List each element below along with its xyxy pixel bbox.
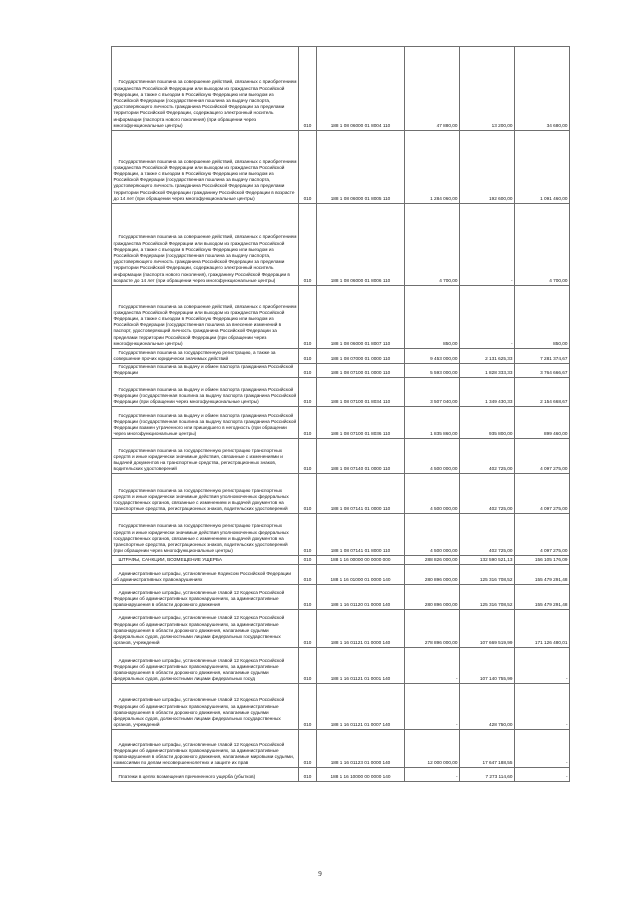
row-remaining-cell-text: - (565, 676, 568, 682)
row-code-cell (299, 730, 317, 768)
row-remaining-cell (515, 407, 570, 439)
row-remaining-cell (515, 730, 570, 768)
row-name-cell-text: Государственная пошлина за выдачу и обмен паспорта гражданина Российской Федерации (государственная пошлина за выдачу паспорта гражданина Российской Федерации (при обращении через многофункциональные центры) (113, 386, 297, 405)
row-approved-cell-text: 9 453 000,00 (430, 355, 458, 361)
row-executed-cell-text: 428 750,00 (489, 722, 513, 728)
row-approved-cell-text: 278 896 000,00 (424, 640, 458, 646)
row-approved-cell-text: 5 593 000,00 (430, 370, 458, 376)
table-row (112, 768, 570, 782)
row-name-cell-text: Платежи в целях возмещения причиненного ущерба (убытков) (118, 774, 256, 780)
row-remaining-cell-text: 7 281 374,67 (540, 355, 568, 361)
row-kbk-cell-text: 188 1 16 01120 01 0000 140 (330, 602, 391, 608)
row-remaining-cell-text: 4 700,00 (549, 277, 568, 283)
row-remaining-cell (515, 556, 570, 565)
row-executed-cell (460, 349, 515, 364)
row-executed-cell-text: 107 140 755,99 (479, 676, 513, 682)
row-name-cell (112, 730, 299, 768)
row-name-cell (112, 474, 299, 514)
row-name-cell (112, 585, 299, 610)
row-name-cell (112, 439, 299, 474)
row-kbk-cell (317, 131, 405, 204)
row-approved-cell (405, 286, 460, 349)
row-code-cell-text: 010 (303, 506, 312, 512)
row-code-cell (299, 585, 317, 610)
row-code-cell-text: 010 (303, 640, 312, 646)
table-row (112, 439, 570, 474)
row-executed-cell (460, 474, 515, 514)
row-code-cell (299, 47, 317, 131)
row-approved-cell (405, 768, 460, 782)
row-executed-cell-text: 1 828 333,33 (485, 370, 513, 376)
row-executed-cell (460, 585, 515, 610)
row-remaining-cell-text: 4 097 275,00 (540, 506, 568, 512)
row-kbk-cell-text: 188 1 16 10000 00 0000 140 (330, 774, 391, 780)
row-name-cell (112, 648, 299, 684)
row-executed-cell (460, 684, 515, 730)
row-name-cell (112, 610, 299, 648)
row-remaining-cell (515, 204, 570, 286)
row-name-cell (112, 204, 299, 286)
row-code-cell (299, 768, 317, 782)
row-code-cell-text: 010 (303, 370, 312, 376)
row-name-cell-text: Административные штрафы, установленные главой 12 Кодекса Российской Федерации об административных правонарушениях, за административные правонарушения в области дорожного движения (113, 589, 285, 608)
row-remaining-cell-text: - (565, 722, 568, 728)
row-kbk-cell (317, 730, 405, 768)
row-kbk-cell (317, 565, 405, 585)
row-name-cell-text: Административные штрафы, установленные главой 12 Кодекса Российской Федерации об административных правонарушениях, за административные правонарушения в области дорожного движения, налагаемые судьями федеральных судов, должностными лицами федеральных государственных органов, учреждений (113, 697, 285, 728)
row-code-cell (299, 474, 317, 514)
table-row (112, 684, 570, 730)
row-code-cell-text: 010 (303, 602, 312, 608)
table-row (112, 47, 570, 131)
row-executed-cell-text: 125 316 708,52 (479, 577, 513, 583)
row-approved-cell-text: 280 896 000,00 (424, 602, 458, 608)
row-kbk-cell (317, 349, 405, 364)
row-code-cell-text: 010 (303, 355, 312, 361)
row-remaining-cell (515, 474, 570, 514)
row-code-cell-text: 010 (303, 399, 312, 405)
table-row (112, 204, 570, 286)
table-row (112, 648, 570, 684)
revenue-table-body (112, 47, 570, 782)
row-approved-cell-text: 1 284 060,00 (430, 195, 458, 201)
row-code-cell-text: 010 (303, 122, 312, 128)
row-approved-cell (405, 349, 460, 364)
row-name-cell-text: Административные штрафы, установленные главой 12 Кодекса Российской Федерации об административных правонарушениях, за административные правонарушения в области дорожного движения, налагаемые мировыми судьями, комиссиями по делам несовершеннолетних и защите их прав (113, 741, 295, 766)
row-kbk-cell-text: 188 1 16 01123 01 0000 140 (330, 760, 391, 766)
row-name-cell-text: Государственная пошлина за совершение действий, связанных с приобретением гражданства Российской Федерации или выходом из гражданства Российской Федерации, а также с въездом в Российскую Федерацию или выездом из Российской Федерации (государственная пошлина за выдачу паспорта, удостоверяющего личность гражданина Российской Федерации за пределами территории Российской Федерации гражданину Российской Федерации в возрасте до 14 лет (при обращении через многофункциональные центры) (113, 158, 297, 201)
row-code-cell (299, 610, 317, 648)
row-approved-cell-text: 4 500 000,00 (430, 506, 458, 512)
row-remaining-cell (515, 364, 570, 378)
row-approved-cell (405, 204, 460, 286)
row-kbk-cell (317, 556, 405, 565)
row-approved-cell (405, 131, 460, 204)
row-approved-cell (405, 556, 460, 565)
row-remaining-cell-text: 3 764 666,67 (540, 370, 568, 376)
row-code-cell-text: 010 (303, 760, 312, 766)
row-name-cell-text: Государственная пошлина за государственную регистрацию, а также за совершение прочих юридически значимых действий (113, 349, 276, 361)
row-remaining-cell (515, 378, 570, 407)
row-executed-cell-text: 7 273 114,60 (485, 774, 513, 780)
row-approved-cell (405, 474, 460, 514)
row-code-cell-text: 010 (303, 466, 312, 472)
row-code-cell (299, 131, 317, 204)
row-code-cell (299, 204, 317, 286)
row-name-cell-text: Государственная пошлина за совершение действий, связанных с приобретением гражданства Российской Федерации или выходом из гражданства Российской Федерации, а также с въездом в Российскую Федерацию или выездом из Российской Федерации (государственная пошлина за выдачу паспорта, удостоверяющего личность гражданина Российской Федерации за пределами территории Российской Федерации, содержащего электронный носитель информации (паспорта нового поколения) (при обращении через многофункциональные центры) (113, 79, 297, 128)
row-approved-cell (405, 585, 460, 610)
row-code-cell-text: 010 (303, 774, 312, 780)
row-executed-cell (460, 648, 515, 684)
row-code-cell (299, 349, 317, 364)
table-row (112, 131, 570, 204)
row-remaining-cell-text: 4 097 275,00 (540, 548, 568, 554)
row-code-cell (299, 407, 317, 439)
row-executed-cell-text: 132 590 521,13 (479, 557, 513, 563)
row-name-cell-text: Административные штрафы, установленные главой 12 Кодекса Российской Федерации об административных правонарушениях, за административные правонарушения в области дорожного движения, налагаемые судьями федеральных судов, должностными лицами федеральных госуд (113, 657, 285, 682)
row-kbk-cell (317, 648, 405, 684)
row-kbk-cell (317, 474, 405, 514)
row-code-cell (299, 565, 317, 585)
row-name-cell (112, 131, 299, 204)
row-approved-cell (405, 684, 460, 730)
row-executed-cell-text: 935 800,00 (489, 431, 513, 437)
row-executed-cell-text: 402 725,00 (489, 466, 513, 472)
row-kbk-cell-text: 188 1 08 06000 01 8006 110 (330, 277, 391, 283)
page-number: 9 (318, 870, 322, 878)
row-kbk-cell-text: 188 1 08 06000 01 8005 110 (330, 195, 391, 201)
row-name-cell (112, 556, 299, 565)
row-kbk-cell-text: 188 1 08 07100 01 8036 110 (330, 431, 391, 437)
row-remaining-cell-text: 155 479 291,48 (534, 602, 568, 608)
row-executed-cell (460, 378, 515, 407)
row-approved-cell (405, 407, 460, 439)
row-code-cell (299, 286, 317, 349)
row-code-cell-text: 010 (303, 722, 312, 728)
row-kbk-cell (317, 407, 405, 439)
row-approved-cell-text: 4 500 000,00 (430, 466, 458, 472)
row-remaining-cell-text: 34 680,00 (546, 122, 568, 128)
row-kbk-cell (317, 610, 405, 648)
table-row (112, 565, 570, 585)
row-name-cell (112, 768, 299, 782)
row-kbk-cell (317, 684, 405, 730)
row-remaining-cell-text: - (565, 760, 568, 766)
row-approved-cell (405, 364, 460, 378)
row-name-cell (112, 349, 299, 364)
row-kbk-cell (317, 378, 405, 407)
table-row (112, 378, 570, 407)
table-row (112, 407, 570, 439)
row-remaining-cell (515, 565, 570, 585)
table-row (112, 286, 570, 349)
row-executed-cell (460, 610, 515, 648)
row-executed-cell (460, 204, 515, 286)
table-row (112, 556, 570, 565)
row-code-cell-text: 010 (303, 431, 312, 437)
row-kbk-cell-text: 188 1 16 01121 01 0007 140 (330, 722, 391, 728)
row-remaining-cell-text: - (565, 774, 568, 780)
table-row (112, 364, 570, 378)
row-name-cell (112, 407, 299, 439)
row-code-cell (299, 684, 317, 730)
row-approved-cell (405, 439, 460, 474)
row-approved-cell (405, 378, 460, 407)
row-code-cell-text: 010 (303, 557, 312, 563)
row-executed-cell (460, 439, 515, 474)
row-remaining-cell (515, 648, 570, 684)
row-name-cell-text: Государственная пошлина за совершение действий, связанных с приобретением гражданства Российской Федерации или выходом из гражданства Российской Федерации, а также с въездом в Российскую Федерацию или выездом из Российской Федерации (государственная пошлина за выдачу паспорта, удостоверяющего личность гражданина Российской Федерации за пределами территории Российской Федерации, содержащего электронный носитель информации (паспорта нового поколения), гражданину Российской Федерации в возрасте до 14 лет (при обращении через многофункциональные центры) (113, 234, 297, 283)
row-approved-cell-text: - (455, 676, 458, 682)
row-remaining-cell (515, 131, 570, 204)
row-kbk-cell-text: 188 1 08 07100 01 0000 110 (330, 370, 391, 376)
row-executed-cell (460, 286, 515, 349)
row-kbk-cell-text: 188 1 08 06000 01 8004 110 (330, 122, 391, 128)
row-kbk-cell (317, 439, 405, 474)
row-approved-cell (405, 730, 460, 768)
row-code-cell-text: 010 (303, 277, 312, 283)
row-code-cell-text: 010 (303, 548, 312, 554)
row-approved-cell-text: 288 826 000,00 (424, 557, 458, 563)
row-remaining-cell (515, 286, 570, 349)
row-kbk-cell-text: 188 1 16 01121 01 0001 140 (330, 676, 391, 682)
row-remaining-cell-text: 899 460,00 (544, 431, 568, 437)
row-remaining-cell-text: 171 126 480,01 (534, 640, 568, 646)
row-kbk-cell-text: 188 1 16 00000 00 0000 000 (330, 557, 391, 563)
row-kbk-cell (317, 47, 405, 131)
row-approved-cell-text: 4 700,00 (439, 277, 458, 283)
row-executed-cell (460, 514, 515, 556)
row-kbk-cell-text: 188 1 08 07141 01 0000 110 (330, 506, 391, 512)
table-row (112, 349, 570, 364)
row-code-cell-text: 010 (303, 340, 312, 346)
row-executed-cell (460, 565, 515, 585)
row-kbk-cell-text: 188 1 08 07140 01 0000 110 (330, 466, 391, 472)
row-approved-cell-text: 47 880,00 (436, 122, 458, 128)
row-executed-cell-text: 107 669 519,99 (479, 640, 513, 646)
row-name-cell-text: Государственная пошлина за государственную регистрацию транспортных средств и иные юридически значимые действия, связанные с изменениями и выдачей документов на транспортные средства, регистрационных знаков, водительских удостоверений (113, 447, 283, 472)
row-remaining-cell (515, 349, 570, 364)
row-approved-cell-text: 3 507 040,00 (430, 399, 458, 405)
row-remaining-cell (515, 610, 570, 648)
row-name-cell (112, 378, 299, 407)
row-kbk-cell (317, 286, 405, 349)
row-code-cell (299, 514, 317, 556)
table-row (112, 610, 570, 648)
row-code-cell-text: 010 (303, 676, 312, 682)
row-executed-cell (460, 768, 515, 782)
row-remaining-cell-text: 1 091 460,00 (540, 195, 568, 201)
row-executed-cell-text: 125 316 708,52 (479, 602, 513, 608)
row-executed-cell-text: 17 647 188,55 (482, 760, 513, 766)
row-name-cell-text: Государственная пошлина за выдачу и обмен паспорта гражданина Российской Федерации (113, 364, 294, 376)
row-name-cell-text: Государственная пошлина за государственную регистрацию транспортных средств и иные юридически значимые действия уполномоченных федеральных государственных органов, связанные с изменением и выдачей документов на транспортные средства, регистрационных знаков, водительских удостоверений (при обращении через многофункциональные центры) (113, 523, 289, 554)
row-name-cell (112, 514, 299, 556)
table-row (112, 474, 570, 514)
row-remaining-cell (515, 585, 570, 610)
row-approved-cell (405, 47, 460, 131)
table-row (112, 514, 570, 556)
row-kbk-cell (317, 514, 405, 556)
row-executed-cell-text: 2 131 625,33 (485, 355, 513, 361)
row-kbk-cell (317, 585, 405, 610)
row-approved-cell (405, 514, 460, 556)
row-remaining-cell (515, 47, 570, 131)
row-remaining-cell (515, 768, 570, 782)
row-remaining-cell (515, 514, 570, 556)
row-remaining-cell-text: 2 154 668,67 (540, 399, 568, 405)
row-kbk-cell (317, 364, 405, 378)
revenue-table (111, 46, 570, 782)
row-approved-cell-text: 850,00 (443, 340, 458, 346)
row-approved-cell-text: 1 835 860,00 (430, 431, 458, 437)
row-name-cell (112, 47, 299, 131)
row-approved-cell-text: 12 000 000,00 (427, 760, 458, 766)
row-executed-cell-text: 1 349 430,33 (485, 399, 513, 405)
row-executed-cell (460, 364, 515, 378)
row-code-cell (299, 439, 317, 474)
row-kbk-cell-text: 188 1 16 01121 01 0000 140 (330, 640, 391, 646)
row-remaining-cell-text: 850,00 (553, 340, 568, 346)
row-executed-cell (460, 407, 515, 439)
row-name-cell-text: ШТРАФЫ, САНКЦИИ, ВОЗМЕЩЕНИЕ УЩЕРБА (118, 557, 223, 563)
row-executed-cell-text: 402 725,00 (489, 506, 513, 512)
row-remaining-cell (515, 684, 570, 730)
row-approved-cell-text: - (455, 722, 458, 728)
row-code-cell (299, 364, 317, 378)
row-kbk-cell-text: 188 1 08 07000 01 0000 110 (330, 355, 391, 361)
row-executed-cell-text: 13 200,00 (491, 122, 513, 128)
row-executed-cell-text: 192 600,00 (489, 195, 513, 201)
row-remaining-cell-text: 155 479 291,48 (534, 577, 568, 583)
row-executed-cell-text: - (510, 277, 513, 283)
row-code-cell (299, 556, 317, 565)
row-approved-cell (405, 610, 460, 648)
row-name-cell (112, 565, 299, 585)
row-name-cell-text: Государственная пошлина за совершение действий, связанных с приобретением гражданства Российской Федерации или выходом из гражданства Российской Федерации, а также с въездом в Российскую Федерацию или выездом из Российской Федерации (государственная пошлина за внесение изменений в паспорт, удостоверяющий личность гражданина Российской Федерации за пределами территории Российской Федерации (при обращении через многофункциональные центры) (113, 303, 297, 346)
row-approved-cell-text: - (455, 774, 458, 780)
row-kbk-cell-text: 188 1 16 01000 01 0000 140 (330, 577, 391, 583)
row-name-cell (112, 364, 299, 378)
row-executed-cell-text: - (510, 340, 513, 346)
row-executed-cell (460, 47, 515, 131)
row-remaining-cell (515, 439, 570, 474)
row-kbk-cell-text: 188 1 08 06000 01 8007 110 (330, 340, 391, 346)
row-kbk-cell-text: 188 1 08 07100 01 8034 110 (330, 399, 391, 405)
row-kbk-cell (317, 204, 405, 286)
row-name-cell (112, 286, 299, 349)
row-code-cell-text: 010 (303, 577, 312, 583)
row-name-cell-text: Административные штрафы, установленные главой 12 Кодекса Российской Федерации об административных правонарушениях, за административные правонарушения в области дорожного движения, налагаемые судьями федеральных судов, должностными лицами федеральных государственных органов, учреждений (113, 615, 285, 646)
row-approved-cell-text: 280 896 000,00 (424, 577, 458, 583)
row-name-cell-text: Государственная пошлина за выдачу и обмен паспорта гражданина Российской Федерации (государственная пошлина за выдачу паспорта гражданина Российской Федерации взамен утраченного или пришедшего в негодность (при обращении через многофункциональные центры) (113, 412, 297, 437)
row-name-cell-text: Государственная пошлина за государственную регистрацию транспортных средств и иные юридически значимые действия уполномоченных федеральных государственных органов, связанные с изменением и выдачей документов на транспортные средства, регистрационных знаков, водительских удостоверений (113, 487, 289, 512)
row-approved-cell-text: 4 500 000,00 (430, 548, 458, 554)
row-executed-cell (460, 556, 515, 565)
row-name-cell-text: Административные штрафы, установленные Кодексом Российской Федерации об административных правонарушениях (113, 571, 291, 583)
row-executed-cell (460, 730, 515, 768)
row-code-cell (299, 378, 317, 407)
row-kbk-cell (317, 768, 405, 782)
row-executed-cell (460, 131, 515, 204)
row-code-cell-text: 010 (303, 195, 312, 201)
table-row (112, 585, 570, 610)
row-approved-cell (405, 565, 460, 585)
table-row (112, 730, 570, 768)
row-executed-cell-text: 402 725,00 (489, 548, 513, 554)
row-code-cell (299, 648, 317, 684)
row-remaining-cell-text: 156 105 176,09 (534, 557, 568, 563)
row-remaining-cell-text: 4 097 275,00 (540, 466, 568, 472)
row-kbk-cell-text: 188 1 08 07141 01 8000 110 (330, 548, 391, 554)
row-approved-cell (405, 648, 460, 684)
row-name-cell (112, 684, 299, 730)
